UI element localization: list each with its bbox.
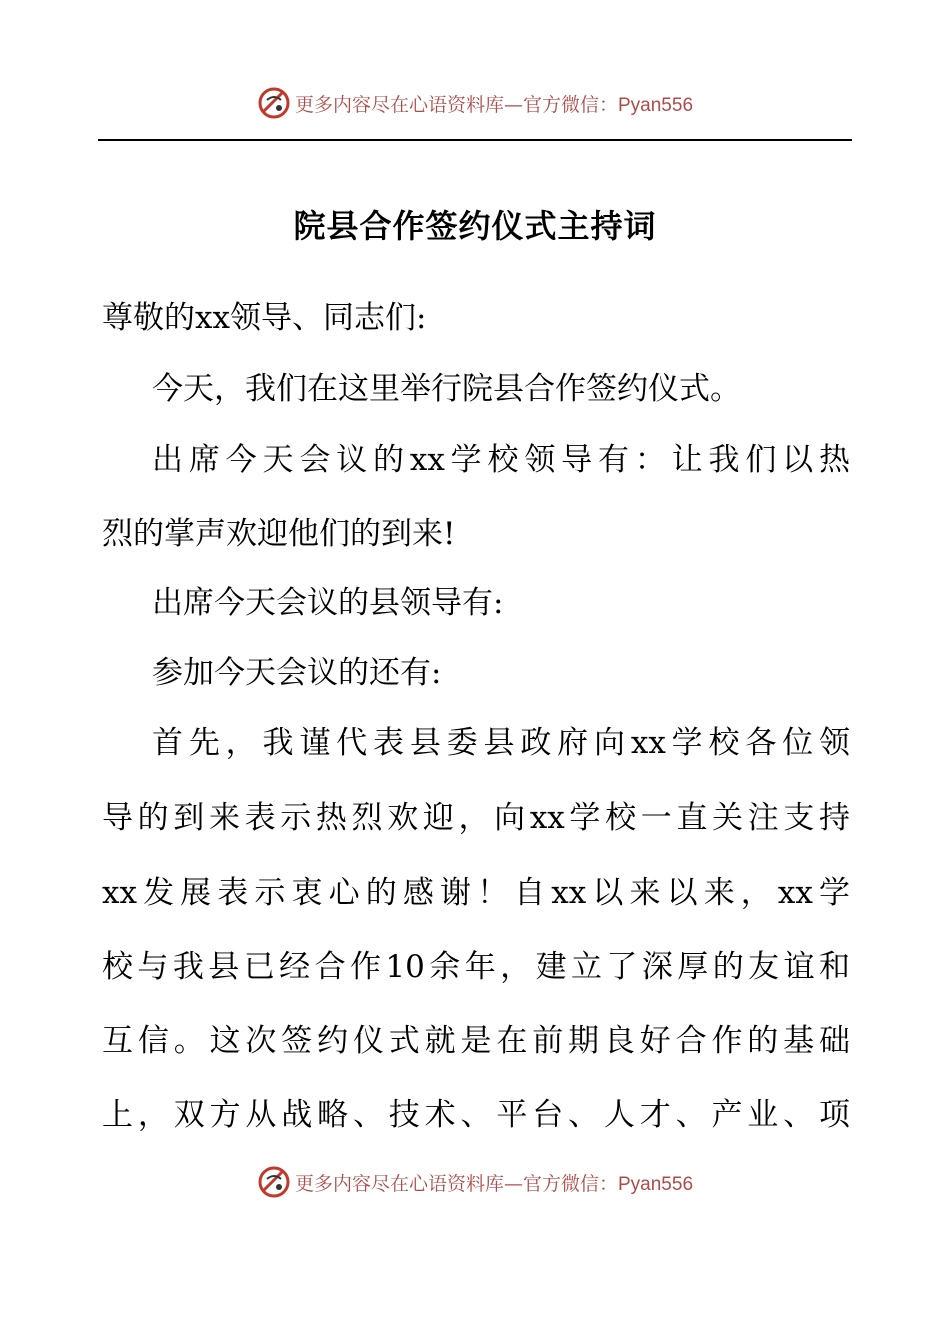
paragraph-line: 今天，我们在这里举行院县合作签约仪式。: [152, 371, 741, 407]
salutation: 尊敬的xx领导、同志们:: [102, 300, 427, 336]
document-title: 院县合作签约仪式主持词: [293, 207, 657, 245]
paragraph-line: 出席今天会议的xx学校领导有：让我们以热: [152, 442, 850, 478]
banner-text: 更多内容尽在心语资料库—官方微信：Pyan556: [294, 1172, 694, 1195]
paragraph-line: 校与我县已经合作10余年，建立了深厚的友谊和: [102, 949, 850, 985]
brand-logo-icon: [257, 1165, 291, 1199]
paragraph-line: 参加今天会议的还有:: [152, 655, 442, 691]
paragraph-line: 烈的掌声欢迎他们的到来!: [102, 516, 456, 552]
paragraph-line: 出席今天会议的县领导有:: [152, 585, 504, 621]
banner-text: 更多内容尽在心语资料库—官方微信：Pyan556: [294, 93, 694, 116]
footer-banner: [0, 1162, 950, 1202]
paragraph-line: 导的到来表示热烈欢迎，向xx学校一直关注支持: [102, 800, 850, 836]
wechat-id: Pyan556: [618, 1173, 694, 1195]
paragraph-line: 首先，我谨代表县委县政府向xx学校各位领: [152, 725, 850, 761]
paragraph-line: xx发展表示衷心的感谢！自xx以来以来，xx学: [102, 875, 850, 911]
wechat-id: Pyan556: [618, 94, 694, 116]
paragraph-line: 互信。这次签约仪式就是在前期良好合作的基础: [102, 1023, 850, 1059]
paragraph-line: 上，双方从战略、技术、平台、人才、产业、项: [102, 1097, 850, 1133]
brand-logo-icon: [257, 86, 291, 120]
header-rule: [98, 139, 852, 141]
header-banner: [0, 83, 950, 123]
